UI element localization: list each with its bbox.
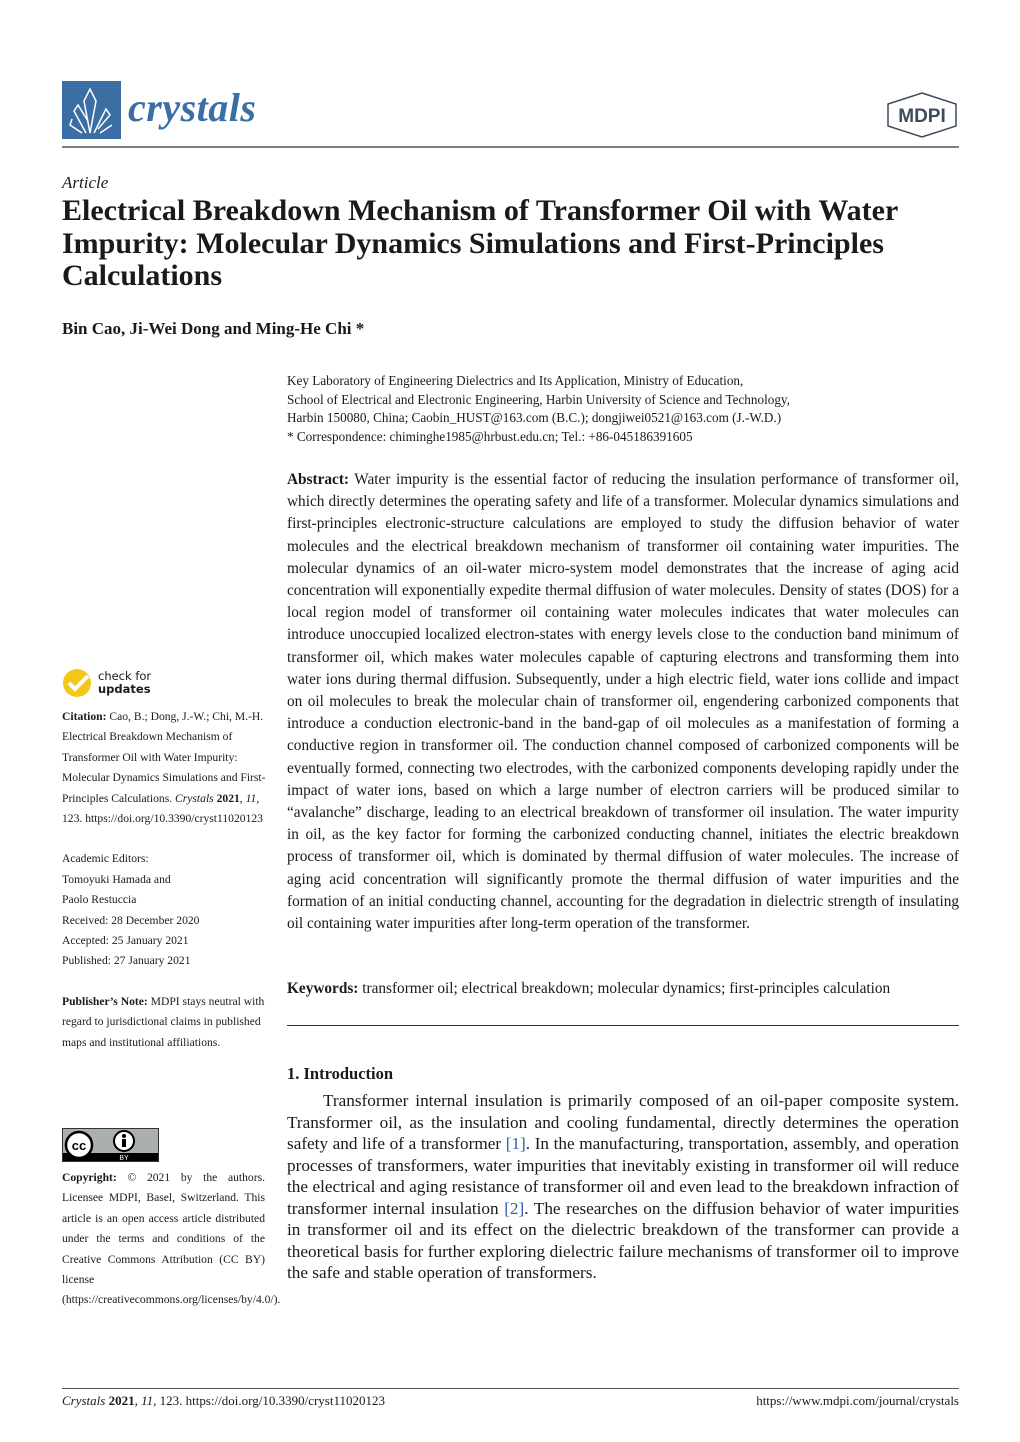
- keywords-label: Keywords:: [287, 980, 359, 997]
- svg-text:BY: BY: [119, 1155, 129, 1161]
- intro-text: . The researches on the diffusion behavior of water impurities in transformer oil and its effect on the dielectric breakdown of the transformer can provide a theoretical basis for further exploring dielectric failure mechanisms of transformer oil to improve the safe and stable operation of transformers.: [287, 1198, 959, 1282]
- reference-link[interactable]: [2]: [504, 1198, 525, 1218]
- footer-rule: [62, 1388, 959, 1389]
- citation-text: Cao, B.; Dong, J.-W.; Chi, M.-H. Electrical Breakdown Mechanism of Transformer Oil with Water Impurity: Molecular Dynamics Simulations and First-Principles Calculations.: [62, 710, 266, 805]
- check-updates-icon: [62, 668, 92, 698]
- footer-volume: 11: [141, 1393, 154, 1408]
- citation-volume: 11: [245, 791, 257, 805]
- mdpi-logo-icon: [886, 92, 958, 138]
- accepted-date: Accepted: 25 January 2021: [62, 934, 189, 948]
- intro-text: . In the manufacturing, transportation, assembly, and operation processes of transformers, water impurities that inevitably existing in transformer oil will reduce the electrical and aging resistance of transformer oil and even lead to the breakdown infraction of transformer internal insulation: [287, 1134, 959, 1218]
- affiliation: [287, 372, 967, 446]
- received-date: Received: 28 December 2020: [62, 913, 200, 927]
- copyright-text: © 2021 by the authors. Licensee MDPI, Basel, Switzerland. This article is an open access article distributed under the terms and conditions of the Creative Commons Attribution (CC BY) license (https://creativecommons.org/licenses/by/4.0/).: [62, 1171, 281, 1307]
- citation-journal: Crystals: [175, 791, 214, 805]
- footer: [62, 1393, 959, 1409]
- check-for-updates-button[interactable]: [62, 667, 262, 699]
- journal-name: crystals: [128, 85, 257, 130]
- article-type: Article: [62, 173, 109, 192]
- correspondence: * Correspondence: chiminghe1985@hrbust.edu.cn; Tel.: +86-045186391605: [287, 428, 693, 444]
- published-date: Published: 27 January 2021: [62, 954, 191, 968]
- reference-link[interactable]: [1]: [505, 1134, 526, 1153]
- keywords: [287, 978, 959, 1000]
- sidebar: [62, 707, 272, 1073]
- header-rule: [62, 146, 959, 148]
- authors: Bin Cao, Ji-Wei Dong and Ming-He Chi *: [62, 319, 365, 338]
- note-label: Publisher’s Note:: [62, 994, 148, 1008]
- keywords-text: transformer oil; electrical breakdown; molecular dynamics; first-principles calculation: [362, 980, 891, 997]
- affiliation-line: Key Laboratory of Engineering Dielectrics and Its Application, Ministry of Education,: [287, 373, 744, 388]
- citation-doi[interactable]: , 123. https://doi.org/10.3390/cryst11020123: [62, 791, 263, 826]
- cc-by-license-icon[interactable]: [62, 1128, 159, 1162]
- editor: Paolo Restuccia: [62, 893, 137, 907]
- intro-text: Transformer internal insulation is primarily composed of an oil-paper composite system. Transformer oil, as the insulation and cooling fundamental, directly determines the operation safety and life of a transformer: [287, 1091, 959, 1153]
- citation: Citation: Cao, B.; Dong, J.-W.; Chi, M.-H. Electrical Breakdown Mechanism of Transformer Oil with Water Impurity: Molecular Dynamics Simulations and First-Principles Calculations. Crystals 2021, 11, 123. https://doi.org/10.3390/cryst11020123: [62, 710, 266, 826]
- editors: [62, 849, 272, 971]
- svg-text:cc: cc: [71, 1138, 87, 1153]
- note-text: MDPI stays neutral with regard to jurisdictional claims in published maps and institutional affiliations.: [62, 994, 265, 1049]
- abstract: [287, 469, 959, 935]
- footer-year: 2021: [108, 1393, 135, 1408]
- copyright-label: Copyright:: [62, 1171, 117, 1184]
- abstract-label: Abstract:: [287, 471, 350, 488]
- citation-label: Citation:: [62, 710, 107, 723]
- check-label: check for: [98, 669, 152, 683]
- footer-citation: Crystals 2021, 11, 123. https://doi.org/10.3390/cryst11020123: [62, 1393, 385, 1408]
- affiliation-line: School of Electrical and Electronic Engineering, Harbin University of Science and Technology,: [287, 391, 790, 407]
- section-heading: 1. Introduction: [287, 1064, 394, 1083]
- intro-paragraph: [287, 1090, 959, 1284]
- copyright: [62, 1168, 281, 1311]
- footer-journal-url[interactable]: https://www.mdpi.com/journal/crystals: [756, 1393, 959, 1408]
- svg-text:MDPI: MDPI: [898, 106, 946, 127]
- publisher-note: [62, 992, 272, 1053]
- editor: Tomoyuki Hamada and: [62, 872, 171, 886]
- footer-journal: Crystals: [62, 1393, 106, 1408]
- affiliation-line: Harbin 150080, China; Caobin_HUST@163.com (B.C.); dongjiwei0521@163.com (J.-W.D.): [287, 410, 782, 425]
- abstract-text: Water impurity is the essential factor of reducing the insulation performance of transformer oil, which directly determines the operating safety and life of a transformer. Molecular dynamics simulations and first-principles electronic-structure calculations are employed to study the diffusion behavior of water molecules and the electrical breakdown mechanism of transformer oil containing water impurities. The molecular dynamics of an oil-water micro-system model demonstrates that the increase of aging acid concentration will exponentially expedite thermal diffusion of water molecules. Density of states (DOS) for a local region model of transformer oil containing water molecules indicates that water molecules can introduce unoccupied localized electron-states with energy levels close to the conduction band minimum of transformer oil, which makes water molecules capable of capturing electrons and transforming them into water ions during thermal diffusion. Subsequently, under a high electric field, water ions collide and impact on oil molecules to break the molecular chain of transformer oil, engendering carbonized components that introduce a conduction electronic-band in the band-gap of oil molecules as a manifestation of forming a conductive region in transformer oil. The conduction channel composed of carbonized components will be eventually formed, connecting two electrodes, with the carbonized components developing rapidly under the impact of water ions, based on which a large number of electron carriers will be produced similar to “avalanche” discharge, leading to an electrical breakdown of transformer oil insulation. The water impurity in oil, as the key factor for forming the carbonized conducting channel, initiates the electric breakdown process of transformer oil, which is dominated by thermal diffusion of water molecules. The increase of aging acid concentration will significantly promote the thermal diffusion of water impurities and the formation of an initial conducting channel, accounting for the degradation in dielectric strength of insulating oil containing water impurities after long-term operation of the transformer.: [287, 471, 959, 933]
- article-title: Electrical Breakdown Mechanism of Transformer Oil with Water Impurity: Molecular Dynamics Simulations and First-Principles Calculations: [62, 194, 898, 292]
- section-divider: [287, 1025, 959, 1026]
- updates-label: updates: [98, 682, 151, 696]
- citation-year: 2021: [216, 791, 240, 805]
- journal-logo-icon: [62, 81, 121, 139]
- editors-label: Academic Editors:: [62, 852, 149, 866]
- footer-doi-link[interactable]: , 123. https://doi.org/10.3390/cryst11020123: [153, 1393, 385, 1408]
